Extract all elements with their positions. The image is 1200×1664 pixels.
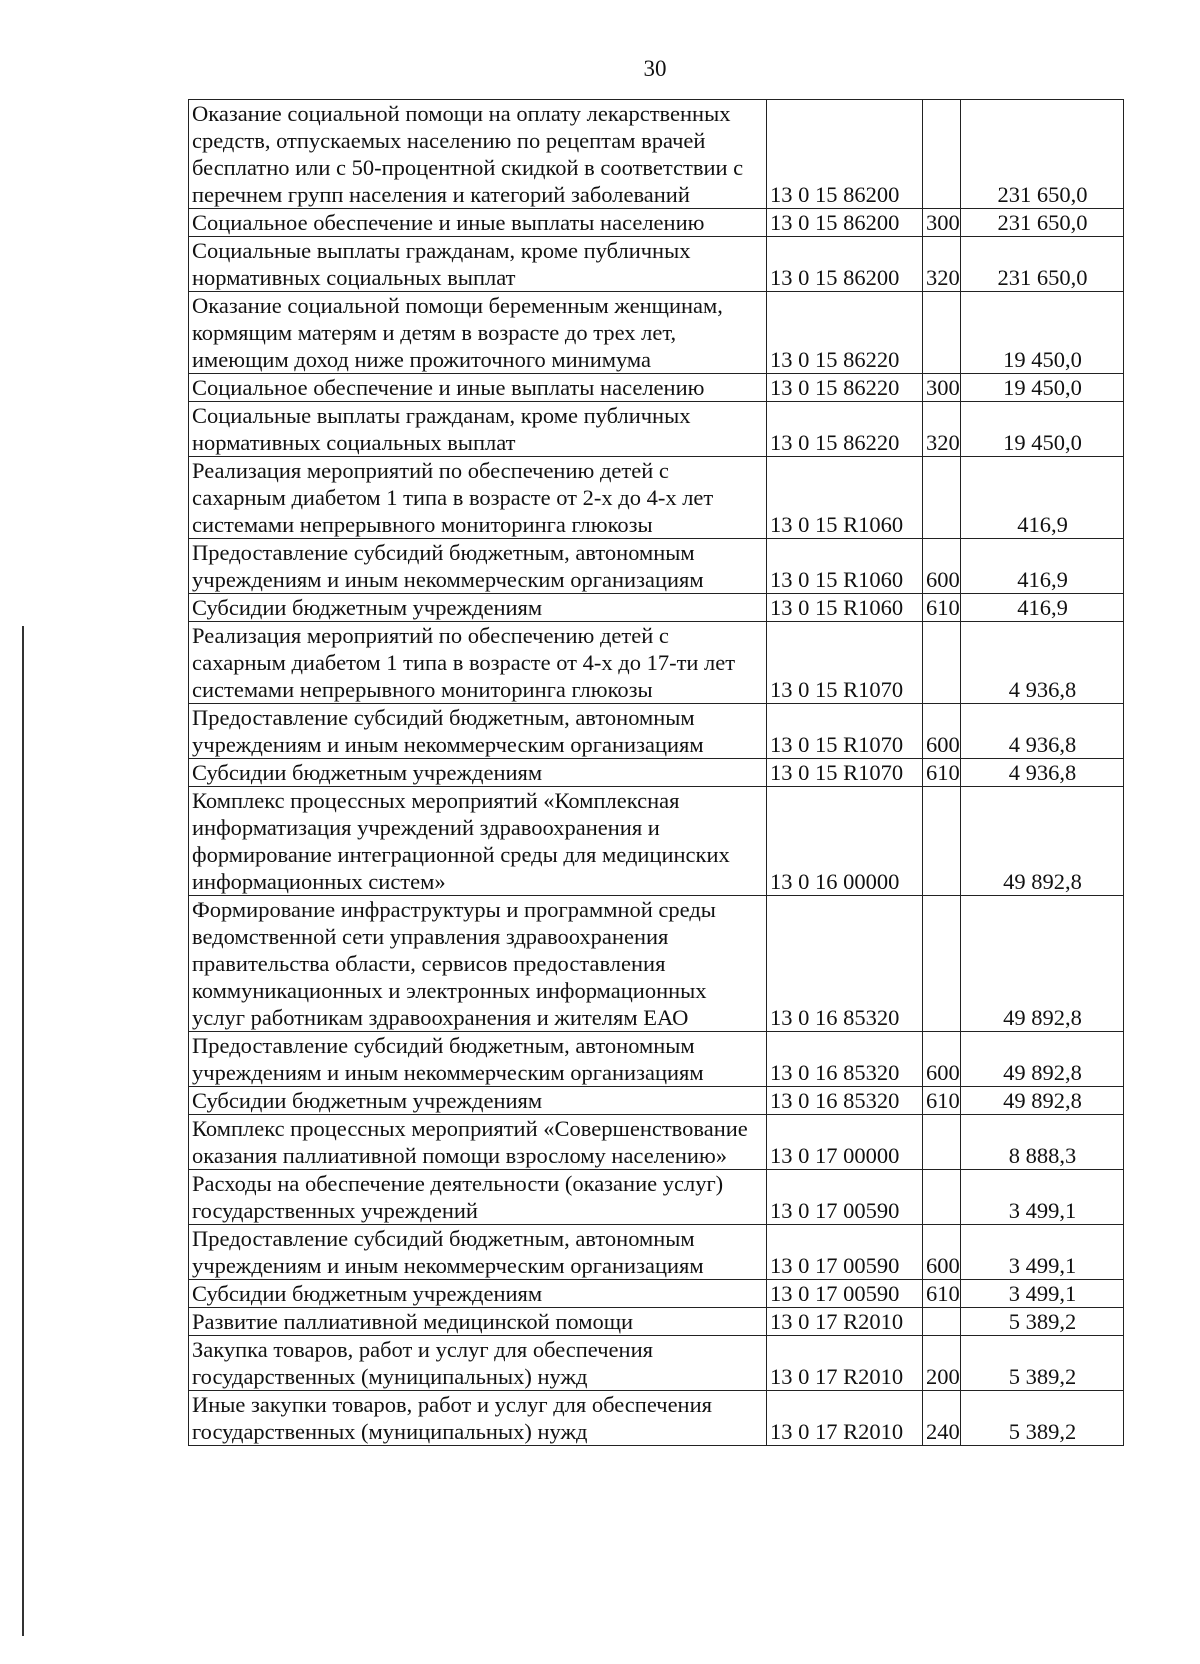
table-row	[189, 402, 1124, 457]
row-expense-type	[923, 622, 961, 704]
row-expense-type: 320	[923, 402, 961, 457]
row-name: Предоставление субсидий бюджетным, автономным учреждениям и иным некоммерческим организациям	[189, 704, 767, 759]
table-row	[189, 1032, 1124, 1087]
row-name: Предоставление субсидий бюджетным, автономным учреждениям и иным некоммерческим организациям	[189, 539, 767, 594]
row-code: 13 0 17 00590	[767, 1280, 923, 1308]
row-name: Субсидии бюджетным учреждениям	[189, 594, 767, 622]
row-sum: 5 389,2	[961, 1336, 1124, 1391]
row-sum: 5 389,2	[961, 1308, 1124, 1336]
row-sum: 4 936,8	[961, 704, 1124, 759]
scan-margin-line	[22, 626, 24, 1636]
page-number: 30	[643, 56, 667, 81]
row-code: 13 0 15 R1070	[767, 622, 923, 704]
row-name: Предоставление субсидий бюджетным, автономным учреждениям и иным некоммерческим организациям	[189, 1225, 767, 1280]
row-name: Формирование инфраструктуры и программной среды ведомственной сети управления здравоохранения правительства области, сервисов предоставления коммуникационных и электронных информационных услуг работникам здравоохранения и жителям ЕАО	[189, 896, 767, 1032]
row-expense-type	[923, 1170, 961, 1225]
row-sum: 231 650,0	[961, 209, 1124, 237]
table-row	[189, 704, 1124, 759]
table-row	[189, 1115, 1124, 1170]
row-code: 13 0 16 85320	[767, 896, 923, 1032]
row-name: Комплекс процессных мероприятий «Совершенствование оказания паллиативной помощи взрослому населению»	[189, 1115, 767, 1170]
row-name: Субсидии бюджетным учреждениям	[189, 1280, 767, 1308]
row-name: Социальное обеспечение и иные выплаты населению	[189, 209, 767, 237]
row-code: 13 0 15 86220	[767, 374, 923, 402]
table-row	[189, 1280, 1124, 1308]
row-sum: 3 499,1	[961, 1170, 1124, 1225]
row-sum: 19 450,0	[961, 292, 1124, 374]
row-sum: 416,9	[961, 594, 1124, 622]
row-name: Оказание социальной помощи беременным женщинам, кормящим матерям и детям в возрасте до трех лет, имеющим доход ниже прожиточного минимума	[189, 292, 767, 374]
table-row	[189, 1170, 1124, 1225]
table-row	[189, 1391, 1124, 1446]
table-row	[189, 100, 1124, 209]
row-code: 13 0 15 R1060	[767, 457, 923, 539]
row-sum: 49 892,8	[961, 1087, 1124, 1115]
table-row	[189, 457, 1124, 539]
row-code: 13 0 16 85320	[767, 1032, 923, 1087]
budget-table-body	[189, 100, 1124, 1446]
row-code: 13 0 17 R2010	[767, 1336, 923, 1391]
row-name: Комплекс процессных мероприятий «Комплексная информатизация учреждений здравоохранения и формирование интеграционной среды для медицинских информационных систем»	[189, 787, 767, 896]
row-sum: 49 892,8	[961, 896, 1124, 1032]
table-row	[189, 209, 1124, 237]
row-code: 13 0 16 00000	[767, 787, 923, 896]
row-expense-type: 320	[923, 237, 961, 292]
row-sum: 4 936,8	[961, 622, 1124, 704]
row-name: Оказание социальной помощи на оплату лекарственных средств, отпускаемых населению по рецептам врачей бесплатно или с 50-процентной скидкой в соответствии с перечнем групп населения и категорий заболеваний	[189, 100, 767, 209]
table-row	[189, 787, 1124, 896]
row-code: 13 0 15 86200	[767, 237, 923, 292]
row-code: 13 0 15 R1070	[767, 704, 923, 759]
row-sum: 416,9	[961, 457, 1124, 539]
table-row	[189, 594, 1124, 622]
row-sum: 231 650,0	[961, 100, 1124, 209]
table-row	[189, 1308, 1124, 1336]
row-sum: 8 888,3	[961, 1115, 1124, 1170]
row-code: 13 0 15 86200	[767, 100, 923, 209]
row-name: Реализация мероприятий по обеспечению детей с сахарным диабетом 1 типа в возрасте от 2-х до 4-х лет системами непрерывного мониторинга глюкозы	[189, 457, 767, 539]
row-code: 13 0 15 R1060	[767, 594, 923, 622]
row-sum: 3 499,1	[961, 1280, 1124, 1308]
budget-table	[188, 99, 1124, 1446]
row-code: 13 0 17 R2010	[767, 1308, 923, 1336]
row-name: Иные закупки товаров, работ и услуг для обеспечения государственных (муниципальных) нужд	[189, 1391, 767, 1446]
row-sum: 3 499,1	[961, 1225, 1124, 1280]
row-name: Социальное обеспечение и иные выплаты населению	[189, 374, 767, 402]
row-name: Закупка товаров, работ и услуг для обеспечения государственных (муниципальных) нужд	[189, 1336, 767, 1391]
row-sum: 49 892,8	[961, 787, 1124, 896]
table-row	[189, 759, 1124, 787]
row-name: Субсидии бюджетным учреждениям	[189, 759, 767, 787]
row-expense-type: 200	[923, 1336, 961, 1391]
row-expense-type: 610	[923, 1280, 961, 1308]
row-name: Развитие паллиативной медицинской помощи	[189, 1308, 767, 1336]
row-sum: 19 450,0	[961, 402, 1124, 457]
row-expense-type: 610	[923, 1087, 961, 1115]
row-expense-type: 300	[923, 374, 961, 402]
table-row	[189, 292, 1124, 374]
row-expense-type: 600	[923, 1032, 961, 1087]
table-row	[189, 1225, 1124, 1280]
row-name: Расходы на обеспечение деятельности (оказание услуг) государственных учреждений	[189, 1170, 767, 1225]
row-expense-type: 610	[923, 759, 961, 787]
row-code: 13 0 15 86200	[767, 209, 923, 237]
row-expense-type	[923, 787, 961, 896]
row-expense-type	[923, 457, 961, 539]
row-expense-type: 240	[923, 1391, 961, 1446]
table-row	[189, 374, 1124, 402]
table-row	[189, 896, 1124, 1032]
row-sum: 49 892,8	[961, 1032, 1124, 1087]
table-row	[189, 539, 1124, 594]
row-sum: 4 936,8	[961, 759, 1124, 787]
row-expense-type	[923, 100, 961, 209]
row-code: 13 0 15 86220	[767, 402, 923, 457]
row-name: Предоставление субсидий бюджетным, автономным учреждениям и иным некоммерческим организациям	[189, 1032, 767, 1087]
row-code: 13 0 15 R1060	[767, 539, 923, 594]
row-expense-type	[923, 1308, 961, 1336]
row-expense-type: 600	[923, 1225, 961, 1280]
row-name: Социальные выплаты гражданам, кроме публичных нормативных социальных выплат	[189, 402, 767, 457]
row-code: 13 0 17 00000	[767, 1115, 923, 1170]
row-code: 13 0 16 85320	[767, 1087, 923, 1115]
table-row	[189, 237, 1124, 292]
row-code: 13 0 15 86220	[767, 292, 923, 374]
row-expense-type: 610	[923, 594, 961, 622]
row-expense-type: 600	[923, 539, 961, 594]
row-code: 13 0 17 R2010	[767, 1391, 923, 1446]
row-expense-type	[923, 1115, 961, 1170]
row-name: Реализация мероприятий по обеспечению детей с сахарным диабетом 1 типа в возрасте от 4-х до 17-ти лет системами непрерывного мониторинга глюкозы	[189, 622, 767, 704]
row-expense-type	[923, 292, 961, 374]
table-row	[189, 622, 1124, 704]
row-sum: 5 389,2	[961, 1391, 1124, 1446]
row-sum: 19 450,0	[961, 374, 1124, 402]
row-expense-type: 300	[923, 209, 961, 237]
row-name: Субсидии бюджетным учреждениям	[189, 1087, 767, 1115]
row-code: 13 0 17 00590	[767, 1170, 923, 1225]
row-sum: 416,9	[961, 539, 1124, 594]
row-code: 13 0 17 00590	[767, 1225, 923, 1280]
table-row	[189, 1336, 1124, 1391]
row-name: Социальные выплаты гражданам, кроме публичных нормативных социальных выплат	[189, 237, 767, 292]
row-expense-type: 600	[923, 704, 961, 759]
table-row	[189, 1087, 1124, 1115]
row-sum: 231 650,0	[961, 237, 1124, 292]
row-code: 13 0 15 R1070	[767, 759, 923, 787]
row-expense-type	[923, 896, 961, 1032]
